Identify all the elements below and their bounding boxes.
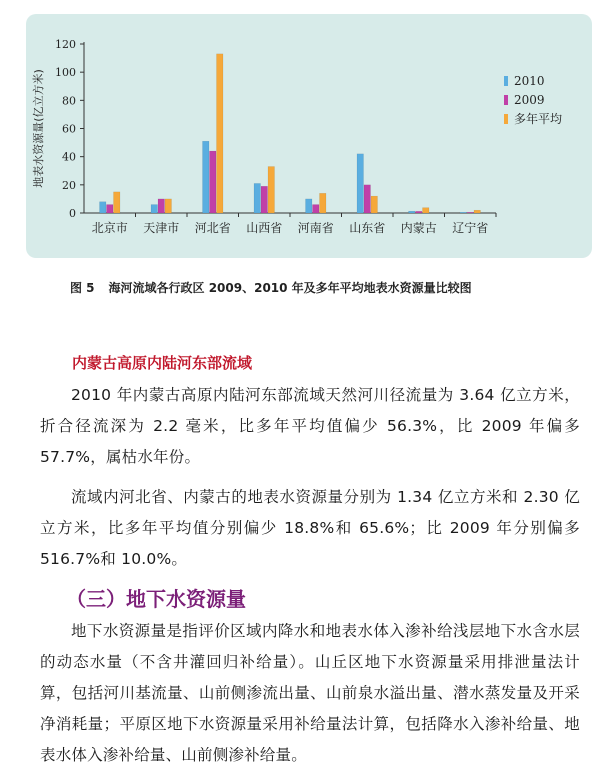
bar-多年平均-北京市 [114, 192, 121, 213]
bar-2009-辽宁省 [467, 212, 474, 213]
bar-2010-内蒙古 [409, 211, 416, 213]
x-tick-label: 山东省 [349, 221, 386, 235]
bar-2009-天津市 [158, 199, 165, 213]
y-tick-label: 80 [62, 94, 76, 108]
bar-2010-山西省 [254, 183, 261, 213]
figure-caption [70, 279, 472, 296]
bar-2010-河南省 [306, 199, 313, 213]
x-tick-label: 辽宁省 [452, 221, 489, 235]
legend-label-2010: 2010 [514, 74, 545, 88]
figure-caption-text: 海河流域各行政区 2009、2010 年及多年平均地表水资源量比较图 [108, 281, 472, 295]
bar-2010-辽宁省 [460, 212, 467, 213]
bar-多年平均-内蒙古 [423, 208, 430, 213]
bar-多年平均-天津市 [165, 199, 172, 213]
bar-2009-山东省 [364, 185, 371, 213]
y-tick-label: 40 [62, 150, 76, 164]
bar-2009-山西省 [261, 186, 268, 213]
bar-2009-河南省 [313, 205, 320, 213]
y-tick-label: 20 [62, 178, 76, 192]
bar-多年平均-河北省 [217, 54, 224, 213]
legend-label-2009: 2009 [514, 93, 545, 107]
paragraph-3: 地下水资源量是指评价区域内降水和地表水体入渗补给浅层地下水含水层的动态水量（不含井灌回归补给量）。山丘区地下水资源量采用排泄量法计算，包括河川基流量、山前侧渗流出量、山前泉水溢出量、潜水蒸发量及开采净消耗量；平原区地下水资源量采用补给量法计算，包括降水入渗补给量、地表水体入渗补给量、山前侧渗补给量。 [40, 622, 580, 764]
bar-2010-天津市 [151, 205, 158, 213]
legend-label-多年平均: 多年平均 [514, 112, 563, 126]
legend-swatch-2009 [504, 95, 508, 105]
y-tick-label: 100 [55, 66, 76, 80]
bar-多年平均-河南省 [320, 193, 327, 213]
y-axis-label: 地表水资源量(亿立方米) [32, 69, 45, 188]
bar-多年平均-山西省 [268, 167, 275, 213]
subsection-title: 内蒙古高原内陆河东部流域 [72, 354, 253, 372]
bar-chart [26, 14, 592, 258]
figure-number: 图 5 [70, 281, 95, 295]
paragraph-2: 流域内河北省、内蒙古的地表水资源量分别为 1.34 亿立方米和 2.30 亿立方米，比多年平均值分别偏少 18.8%和 65.6%；比 2009 年分别偏多 516.7%和 10.0%。 [40, 488, 580, 568]
y-tick-label: 60 [62, 122, 76, 136]
chart-panel [26, 14, 592, 258]
legend-swatch-多年平均 [504, 114, 508, 124]
bar-2009-内蒙古 [416, 211, 423, 213]
bar-多年平均-辽宁省 [474, 210, 481, 213]
x-tick-label: 山西省 [246, 221, 283, 235]
bar-2010-北京市 [100, 202, 107, 213]
x-tick-label: 北京市 [91, 221, 128, 235]
x-tick-label: 内蒙古 [400, 221, 437, 235]
x-tick-label: 河南省 [297, 221, 334, 235]
legend-swatch-2010 [504, 76, 508, 86]
bar-2010-河北省 [203, 141, 210, 213]
bar-2009-北京市 [107, 205, 114, 213]
y-tick-label: 120 [55, 38, 76, 51]
bar-多年平均-山东省 [371, 196, 378, 213]
paragraph-1: 2010 年内蒙古高原内陆河东部流域天然河川径流量为 3.64 亿立方米，折合径流深为 2.2 毫米，比多年平均值偏少 56.3%，比 2009 年偏多 57.7%，属枯水年份。 [40, 386, 580, 466]
x-tick-label: 河北省 [194, 221, 231, 235]
x-tick-label: 天津市 [143, 221, 180, 235]
y-tick-label: 0 [69, 207, 76, 220]
bar-2009-河北省 [210, 151, 217, 213]
bar-2010-山东省 [357, 154, 364, 213]
section-title: （三）地下水资源量 [66, 587, 246, 611]
